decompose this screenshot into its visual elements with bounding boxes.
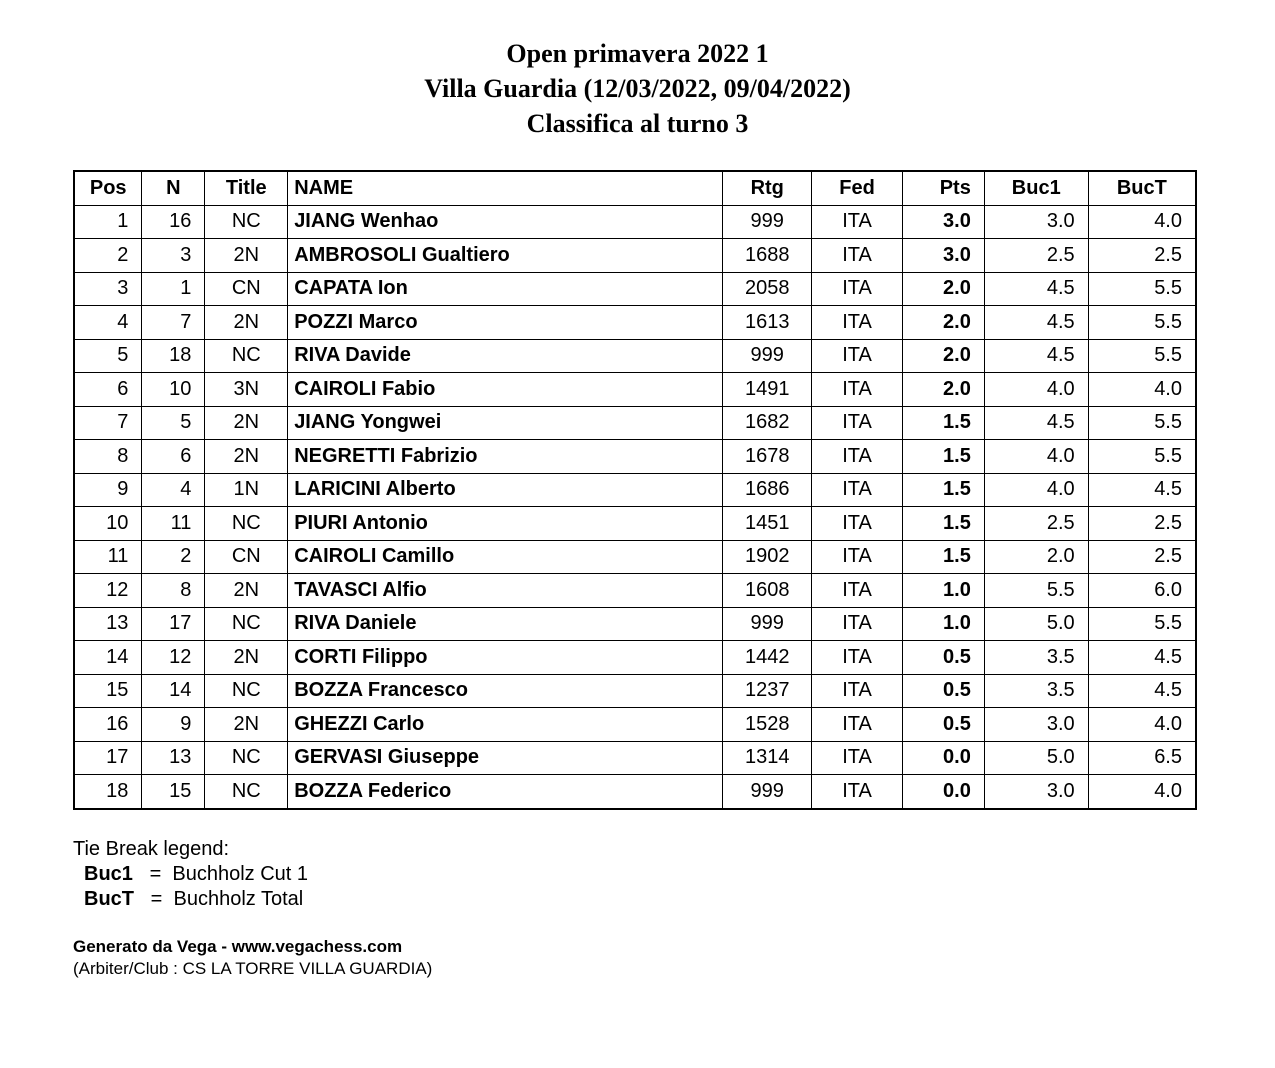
cell-title: 2N (205, 708, 288, 742)
cell-pos: 1 (74, 205, 142, 239)
table-row (74, 607, 1196, 641)
cell-n: 7 (142, 306, 205, 340)
cell-pts: 2.0 (902, 373, 984, 407)
title-venue-dates: Villa Guardia (12/03/2022, 09/04/2022) (424, 74, 851, 103)
cell-rtg: 1678 (723, 440, 812, 474)
table-row (74, 272, 1196, 306)
cell-name: CAPATA Ion (288, 272, 723, 306)
cell-n: 5 (142, 406, 205, 440)
cell-pts: 1.5 (902, 540, 984, 574)
cell-title: 2N (205, 440, 288, 474)
table-row (74, 674, 1196, 708)
cell-pts: 1.5 (902, 440, 984, 474)
cell-pos: 17 (74, 741, 142, 775)
legend-item (73, 862, 308, 887)
cell-pos: 11 (74, 540, 142, 574)
cell-rtg: 1528 (723, 708, 812, 742)
cell-pts: 2.0 (902, 272, 984, 306)
cell-pts: 3.0 (902, 239, 984, 273)
cell-rtg: 1442 (723, 641, 812, 675)
cell-title: NC (205, 339, 288, 373)
cell-buct: 4.5 (1088, 641, 1196, 675)
cell-buct: 5.5 (1088, 406, 1196, 440)
cell-pos: 3 (74, 272, 142, 306)
cell-name: JIANG Yongwei (288, 406, 723, 440)
cell-fed: ITA (812, 440, 903, 474)
cell-n: 12 (142, 641, 205, 675)
cell-buc1: 2.0 (984, 540, 1088, 574)
table-row (74, 574, 1196, 608)
cell-title: 2N (205, 406, 288, 440)
cell-buc1: 2.5 (984, 239, 1088, 273)
cell-name: NEGRETTI Fabrizio (288, 440, 723, 474)
cell-buct: 4.5 (1088, 674, 1196, 708)
cell-fed: ITA (812, 775, 903, 809)
legend-desc: Buchholz Total (173, 888, 304, 910)
tie-break-legend (73, 837, 308, 912)
cell-pts: 3.0 (902, 205, 984, 239)
standings-table (73, 170, 1197, 810)
cell-name: GERVASI Giuseppe (288, 741, 723, 775)
cell-n: 1 (142, 272, 205, 306)
cell-buc1: 5.0 (984, 607, 1088, 641)
cell-title: 1N (205, 473, 288, 507)
cell-rtg: 1237 (723, 674, 812, 708)
cell-name: BOZZA Federico (288, 775, 723, 809)
cell-buc1: 4.5 (984, 306, 1088, 340)
cell-pts: 1.5 (902, 406, 984, 440)
cell-title: 2N (205, 306, 288, 340)
cell-name: JIANG Wenhao (288, 205, 723, 239)
cell-rtg: 1686 (723, 473, 812, 507)
table-row (74, 540, 1196, 574)
cell-buct: 4.0 (1088, 373, 1196, 407)
cell-fed: ITA (812, 339, 903, 373)
cell-fed: ITA (812, 507, 903, 541)
cell-rtg: 1688 (723, 239, 812, 273)
table-row (74, 339, 1196, 373)
header-name: NAME (288, 171, 723, 205)
cell-name: RIVA Davide (288, 339, 723, 373)
cell-pos: 8 (74, 440, 142, 474)
cell-buc1: 4.0 (984, 440, 1088, 474)
cell-pts: 2.0 (902, 339, 984, 373)
cell-pts: 1.0 (902, 607, 984, 641)
arbiter-club: (Arbiter/Club : CS LA TORRE VILLA GUARDIA) (73, 959, 433, 978)
legend-code: BucT (84, 888, 134, 910)
cell-name: POZZI Marco (288, 306, 723, 340)
header-pos: Pos (74, 171, 142, 205)
cell-buct: 5.5 (1088, 306, 1196, 340)
cell-rtg: 1682 (723, 406, 812, 440)
cell-title: 2N (205, 641, 288, 675)
cell-fed: ITA (812, 607, 903, 641)
cell-rtg: 1451 (723, 507, 812, 541)
cell-buct: 2.5 (1088, 507, 1196, 541)
cell-fed: ITA (812, 741, 903, 775)
cell-title: NC (205, 607, 288, 641)
cell-buc1: 3.5 (984, 674, 1088, 708)
cell-n: 4 (142, 473, 205, 507)
cell-name: PIURI Antonio (288, 507, 723, 541)
cell-n: 15 (142, 775, 205, 809)
cell-n: 18 (142, 339, 205, 373)
cell-rtg: 1902 (723, 540, 812, 574)
title-round: Classifica al turno 3 (526, 109, 749, 138)
table-row (74, 708, 1196, 742)
cell-rtg: 2058 (723, 272, 812, 306)
cell-fed: ITA (812, 239, 903, 273)
cell-title: NC (205, 775, 288, 809)
cell-fed: ITA (812, 306, 903, 340)
table-row (74, 507, 1196, 541)
cell-title: NC (205, 741, 288, 775)
document-title (0, 36, 1275, 141)
cell-pts: 0.5 (902, 641, 984, 675)
cell-buct: 2.5 (1088, 540, 1196, 574)
cell-n: 8 (142, 574, 205, 608)
cell-fed: ITA (812, 641, 903, 675)
cell-name: AMBROSOLI Gualtiero (288, 239, 723, 273)
cell-buct: 4.0 (1088, 708, 1196, 742)
header-pts: Pts (902, 171, 984, 205)
legend-heading: Tie Break legend: (73, 838, 230, 860)
header-rtg: Rtg (723, 171, 812, 205)
cell-pts: 1.0 (902, 574, 984, 608)
cell-title: NC (205, 507, 288, 541)
cell-title: NC (205, 674, 288, 708)
table-row (74, 741, 1196, 775)
cell-rtg: 1491 (723, 373, 812, 407)
cell-buc1: 2.5 (984, 507, 1088, 541)
cell-pos: 2 (74, 239, 142, 273)
cell-fed: ITA (812, 540, 903, 574)
cell-buc1: 3.0 (984, 708, 1088, 742)
table-row (74, 373, 1196, 407)
header-buc1: Buc1 (984, 171, 1088, 205)
cell-fed: ITA (812, 574, 903, 608)
cell-buc1: 4.5 (984, 272, 1088, 306)
table-header-row (74, 171, 1196, 205)
cell-name: CAIROLI Fabio (288, 373, 723, 407)
cell-buc1: 5.5 (984, 574, 1088, 608)
cell-fed: ITA (812, 373, 903, 407)
cell-name: RIVA Daniele (288, 607, 723, 641)
cell-fed: ITA (812, 708, 903, 742)
cell-name: BOZZA Francesco (288, 674, 723, 708)
cell-pos: 14 (74, 641, 142, 675)
header-buct: BucT (1088, 171, 1196, 205)
cell-fed: ITA (812, 674, 903, 708)
table-row (74, 205, 1196, 239)
cell-title: CN (205, 272, 288, 306)
cell-pos: 12 (74, 574, 142, 608)
cell-pos: 15 (74, 674, 142, 708)
table-row (74, 406, 1196, 440)
table-row (74, 306, 1196, 340)
legend-eq: = (149, 863, 162, 885)
cell-buct: 4.0 (1088, 775, 1196, 809)
header-fed: Fed (812, 171, 903, 205)
cell-n: 9 (142, 708, 205, 742)
cell-pos: 6 (74, 373, 142, 407)
cell-title: CN (205, 540, 288, 574)
cell-rtg: 999 (723, 339, 812, 373)
cell-n: 14 (142, 674, 205, 708)
cell-title: NC (205, 205, 288, 239)
cell-name: TAVASCI Alfio (288, 574, 723, 608)
cell-buc1: 4.5 (984, 406, 1088, 440)
table-row (74, 239, 1196, 273)
standings-body (74, 205, 1196, 809)
header-n: N (142, 171, 205, 205)
cell-pos: 16 (74, 708, 142, 742)
generator-credit: Generato da Vega - www.vegachess.com (73, 937, 403, 956)
cell-buct: 5.5 (1088, 339, 1196, 373)
cell-name: CAIROLI Camillo (288, 540, 723, 574)
cell-rtg: 999 (723, 205, 812, 239)
cell-pts: 0.0 (902, 741, 984, 775)
cell-n: 16 (142, 205, 205, 239)
cell-title: 2N (205, 574, 288, 608)
table-row (74, 440, 1196, 474)
cell-fed: ITA (812, 272, 903, 306)
cell-buct: 5.5 (1088, 607, 1196, 641)
cell-rtg: 999 (723, 607, 812, 641)
cell-buct: 5.5 (1088, 272, 1196, 306)
cell-buc1: 4.0 (984, 473, 1088, 507)
cell-n: 13 (142, 741, 205, 775)
cell-fed: ITA (812, 205, 903, 239)
cell-fed: ITA (812, 473, 903, 507)
cell-pts: 1.5 (902, 507, 984, 541)
cell-name: CORTI Filippo (288, 641, 723, 675)
cell-rtg: 1314 (723, 741, 812, 775)
cell-n: 10 (142, 373, 205, 407)
cell-buc1: 4.0 (984, 373, 1088, 407)
cell-pos: 7 (74, 406, 142, 440)
cell-buc1: 4.5 (984, 339, 1088, 373)
cell-pts: 0.5 (902, 674, 984, 708)
cell-buct: 5.5 (1088, 440, 1196, 474)
cell-title: 2N (205, 239, 288, 273)
cell-n: 2 (142, 540, 205, 574)
legend-code: Buc1 (84, 863, 133, 885)
cell-buct: 4.0 (1088, 205, 1196, 239)
cell-pts: 2.0 (902, 306, 984, 340)
cell-n: 6 (142, 440, 205, 474)
cell-buc1: 3.0 (984, 205, 1088, 239)
cell-pts: 0.0 (902, 775, 984, 809)
cell-buc1: 3.5 (984, 641, 1088, 675)
cell-fed: ITA (812, 406, 903, 440)
cell-buc1: 3.0 (984, 775, 1088, 809)
table-row (74, 473, 1196, 507)
cell-buct: 2.5 (1088, 239, 1196, 273)
title-tournament: Open primavera 2022 1 (506, 39, 769, 68)
cell-rtg: 999 (723, 775, 812, 809)
cell-rtg: 1613 (723, 306, 812, 340)
cell-pos: 4 (74, 306, 142, 340)
cell-name: GHEZZI Carlo (288, 708, 723, 742)
cell-title: 3N (205, 373, 288, 407)
cell-buct: 6.0 (1088, 574, 1196, 608)
table-row (74, 641, 1196, 675)
cell-rtg: 1608 (723, 574, 812, 608)
cell-pos: 5 (74, 339, 142, 373)
cell-pos: 13 (74, 607, 142, 641)
cell-pts: 0.5 (902, 708, 984, 742)
cell-pos: 18 (74, 775, 142, 809)
header-title: Title (205, 171, 288, 205)
cell-n: 17 (142, 607, 205, 641)
cell-buct: 4.5 (1088, 473, 1196, 507)
cell-name: LARICINI Alberto (288, 473, 723, 507)
cell-buct: 6.5 (1088, 741, 1196, 775)
legend-item (73, 887, 308, 912)
cell-pts: 1.5 (902, 473, 984, 507)
cell-buc1: 5.0 (984, 741, 1088, 775)
legend-eq: = (150, 888, 163, 910)
cell-n: 3 (142, 239, 205, 273)
footer (73, 936, 432, 980)
cell-n: 11 (142, 507, 205, 541)
table-row (74, 775, 1196, 809)
legend-desc: Buchholz Cut 1 (172, 863, 309, 885)
cell-pos: 9 (74, 473, 142, 507)
cell-pos: 10 (74, 507, 142, 541)
